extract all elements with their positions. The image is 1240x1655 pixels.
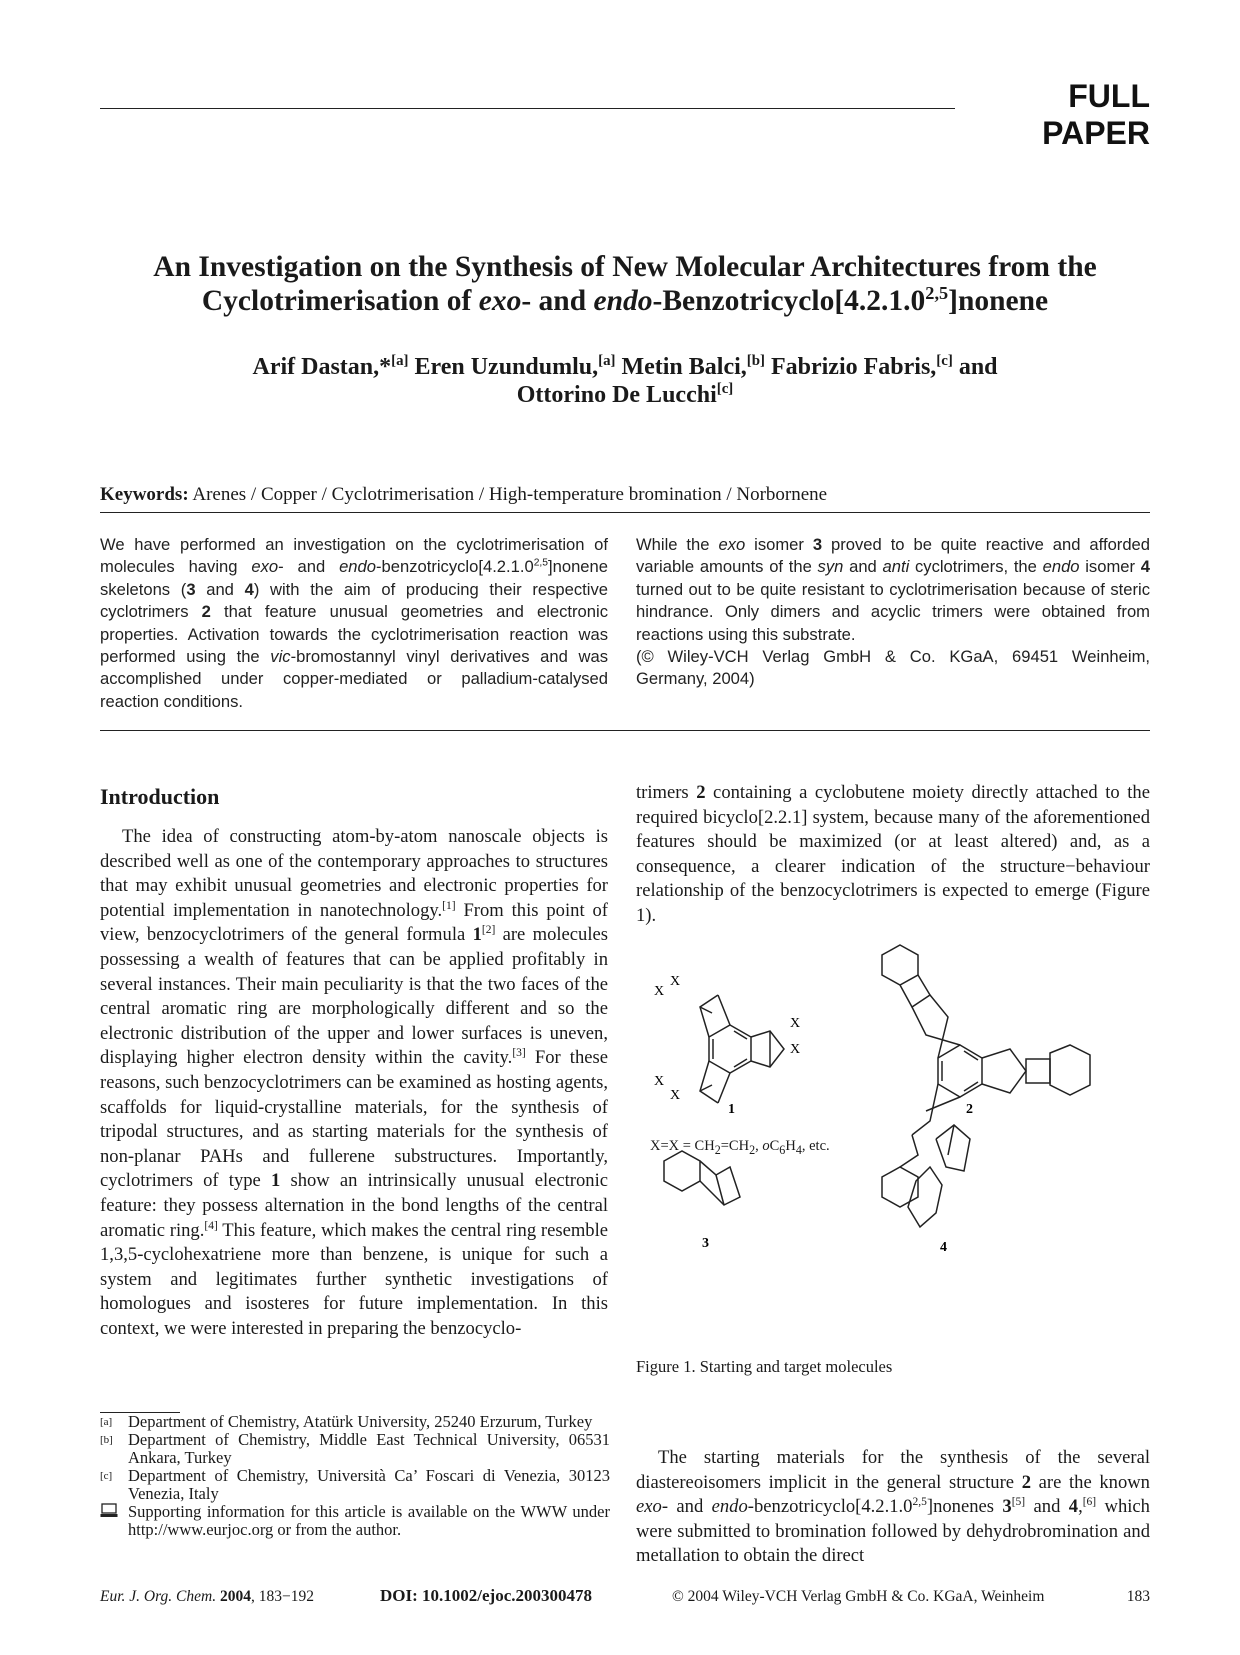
body-text: - and [661,1496,712,1518]
title-text: -Benzotricyclo[4.2.1.0 [652,285,926,317]
body-right-column-bottom [636,1446,1150,1569]
author-affiliation: [a] [391,353,409,369]
title-superscript: 2,5 [925,283,949,304]
body-text: , [1078,1496,1083,1518]
title-line-2 [100,284,1150,318]
abstract-text: -bromostannyl vinyl derivatives and was accomplished under copper-mediated or palladium-catalysed reaction conditions. [100,647,608,711]
abstract-italic: exo [251,557,279,577]
author-name: Eren Uzundumlu, [408,354,599,380]
compound-label-2: 2 [966,1102,973,1117]
x-label: X [670,974,681,989]
note-text: , [755,1138,763,1154]
note-subscript: 2 [714,1142,721,1157]
footnote-text: Supporting information for this article is available on the WWW under http://www.eurjoc.org or from the author. [128,1502,610,1539]
computer-icon [100,1503,128,1539]
compound-ref: 1 [271,1170,281,1192]
section-label: FULL PAPER [1042,78,1150,151]
abstract-text: isomer [745,535,813,554]
structure-1 [700,995,784,1103]
abstract-text: and [195,579,245,599]
footnote [100,1467,610,1503]
citation: [6] [1082,1496,1097,1508]
keywords-label: Keywords: [100,484,189,505]
footnote-mark: [c] [100,1470,113,1482]
footer-copyright: © 2004 Wiley-VCH Verlag GmbH & Co. KGaA, Weinheim [672,1588,1045,1605]
figure-note [650,1138,830,1158]
compound-ref: 2 [696,782,706,803]
authors-line-1 [100,353,1150,381]
compound-ref: 4 [1068,1496,1079,1518]
note-text: =CH [720,1138,750,1154]
page-number: 183 [1126,1588,1150,1605]
body-text: For these reasons, such benzocyclotrimers can be examined as hosting agents, scaffolds for liquid-crystalline materials, for the synthesis of tripodal structures, and as starting materials for the synthesis of non-planar PAHs and fullerene substructures. Importantly, cyclotrimers of type [100,1047,608,1192]
author-conjunction: and [952,354,998,380]
citation: [5] [1011,1496,1026,1508]
title-line-1: An Investigation on the Synthesis of New Molecular Architectures from the [153,251,1097,283]
compound-label-1: 1 [728,1102,735,1117]
abstract-text: -benzotricyclo[4.2.1.0 [375,557,534,577]
footnote-mark: [a] [100,1416,113,1428]
abstract-top-rule [100,512,1150,513]
abstract-italic: endo [1042,557,1080,577]
body-superscript: 2,5 [912,1496,927,1508]
abstract-text: We have performed an investigation on the cyclotrimerisation of molecules having [100,535,608,577]
compound-ref: 3 [186,579,196,599]
title-text: - and [521,285,594,317]
footnote-text: Department of Chemistry, Atatürk University, 25240 Erzurum, Turkey [128,1412,593,1431]
body-text: This feature, which makes the central ring resemble 1,3,5-cyclohexatriene more than benzene, is unique for such a system and legitimates further synthetic investigations of homologues and isosteres for future implementation. In this context, we were interested in preparing the benzocyclo- [100,1219,608,1339]
abstract-bottom-rule [100,730,1150,731]
doi[interactable]: DOI: 10.1002/ejoc.200300478 [380,1586,593,1605]
figure-1 [630,935,1150,1335]
footnote [100,1503,610,1539]
citation: [3] [512,1047,526,1060]
title-text: Cyclotrimerisation of [201,285,479,317]
abstract-italic: endo [339,557,376,577]
compound-ref: 4 [244,579,254,599]
abstract-copyright: (© Wiley-VCH Verlag GmbH & Co. KGaA, 69451 Weinheim, Germany, 2004) [636,647,1150,689]
note-subscript: 6 [779,1142,786,1157]
compound-ref: 2 [201,602,211,622]
compound-label-3: 3 [702,1236,709,1251]
x-label: X [654,1074,665,1089]
abstract-text: cyclotrimers, the [909,557,1043,577]
citation: [2] [481,924,496,937]
abstract-left [100,534,608,713]
journal-name: Eur. J. Org. Chem. [100,1588,217,1605]
abstract-italic: vic [270,647,291,667]
note-text: X=X = CH [650,1138,715,1154]
body-text: which were submitted to bromination followed by dehydrobromination and metallation to obtain the direct [636,1496,1150,1567]
author-name: Arif Dastan,* [252,354,392,380]
abstract-text: - and [278,557,340,577]
compound-label-4: 4 [940,1240,947,1255]
note-text: H [785,1138,796,1154]
author-name: Metin Balci, [615,354,747,380]
abstract-italic: exo [718,535,746,554]
author-list [100,353,1150,409]
note-subscript: 2 [749,1142,756,1157]
journal-year: 2004 [219,1588,251,1605]
x-label: X [790,1042,801,1057]
x-label: X [790,1016,801,1031]
abstract-text: While the [636,535,719,554]
title-italic: endo [593,285,653,317]
abstract-text: proved to be quite reactive and afforded variable amounts of the [636,535,1151,577]
author-affiliation: [c] [936,353,953,369]
footnote [100,1413,610,1431]
body-text: From this point of view, benzocyclotrimers of the general formula [100,899,608,946]
abstract-superscript: 2,5 [533,557,549,569]
compound-ref: 3 [812,535,823,554]
figure-caption: Figure 1. Starting and target molecules [636,1357,893,1376]
paragraph [636,781,1150,929]
compound-ref: 2 [1021,1471,1031,1493]
compound-ref: 1 [472,924,482,946]
body-text: are the known [1030,1471,1150,1493]
abstract-italic: anti [882,557,910,577]
body-text: and [1025,1496,1069,1518]
note-text: C [769,1138,780,1154]
paragraph [100,825,608,1341]
footer-citation [100,1588,314,1606]
note-text: , etc. [801,1138,830,1154]
abstract-text: and [843,557,883,577]
abstract-text: ) with the aim of producing their respective cyclotrimers [100,579,608,622]
title-italic: exo [478,285,522,317]
abstract-text: turned out to be quite resistant to cyclotrimerisation because of steric hindrance. Only dimers and acyclic trimers were obtained from reactions using this substrate. [636,579,1150,644]
abstract-italic: syn [817,557,844,577]
body-text: The starting materials for the synthesis of the several diastereoisomers implicit in the general structure [636,1447,1150,1493]
body-italic: endo [711,1496,748,1518]
body-italic: exo [636,1496,662,1518]
footnote-text: Department of Chemistry, Middle East Technical University, 06531 Ankara, Turkey [128,1430,610,1467]
compound-ref: 4 [1140,557,1150,577]
article-title [100,250,1150,318]
abstract-right [636,534,1150,691]
body-text: The idea of constructing atom-by-atom nanoscale objects is described well as one of the contemporary approaches to structures that may exhibit unusual geometries and electronic properties for potential implementation in nanotechnology. [100,826,608,921]
structure-2 [882,945,1090,1207]
paragraph [636,1446,1150,1569]
footnotes [100,1413,610,1539]
note-italic: o [762,1138,770,1154]
abstract-text: ]nonene skeletons ( [100,557,608,599]
footnote [100,1431,610,1467]
author-affiliation: [b] [746,353,765,369]
footnote-mark: [b] [100,1434,113,1446]
citation: [1] [442,899,456,912]
title-text: ]nonene [948,285,1049,317]
compound-ref: 3 [1002,1496,1012,1518]
header-rule [100,108,955,109]
body-right-column-top [636,781,1150,929]
authors-line-2 [100,381,1150,409]
author-name: Fabrizio Fabris, [764,354,937,380]
journal-pages: , 183−192 [250,1588,314,1605]
x-label: X [654,984,665,999]
body-text: -benzotricyclo[4.2.1.0 [747,1496,913,1518]
note-subscript: 4 [795,1142,802,1157]
body-text: containing a cyclobutene moiety directly attached to the required bicyclo[2.2.1] system, because many of the aforementioned features should be maximized (or at least altered) and, as a consequence, a clearer indication of the structure−behaviour relationship of the benzocyclotrimers is expected to emerge (Figure 1). [636,782,1150,926]
abstract-text: isomer [1079,557,1141,577]
body-text: ]nonenes [926,1496,1003,1518]
x-label: X [670,1088,681,1103]
abstract-text: that feature unusual geometries and electronic properties. Activation towards the cyclotrimerisation reaction was performed using the [100,602,608,667]
body-text: trimers [636,782,697,803]
body-text: are molecules possessing a wealth of features that can be applied profitably in several instances. Their main peculiarity is that the two faces of the central aromatic ring are morphologically different and so the electronic distribution of the upper and lower surfaces is uneven, displaying higher electron density within the cavity. [100,924,608,1069]
keywords-text: Arenes / Copper / Cyclotrimerisation / High-temperature bromination / Norbornene [188,484,828,505]
author-affiliation: [c] [716,381,734,397]
citation: [4] [204,1219,218,1232]
author-name: Ottorino De Lucchi [516,382,717,408]
footnote-text: Department of Chemistry, Università Ca’ Foscari di Venezia, 30123 Venezia, Italy [128,1466,610,1503]
author-affiliation: [a] [598,353,616,369]
keywords [100,484,1150,506]
section-heading: Introduction [100,784,220,809]
body-left-column [100,825,608,1341]
structure-3 [664,1151,740,1205]
body-text: show an intrinsically unusual electronic feature: they possess alternation in the bond lengths of the central aromatic ring. [100,1170,608,1241]
